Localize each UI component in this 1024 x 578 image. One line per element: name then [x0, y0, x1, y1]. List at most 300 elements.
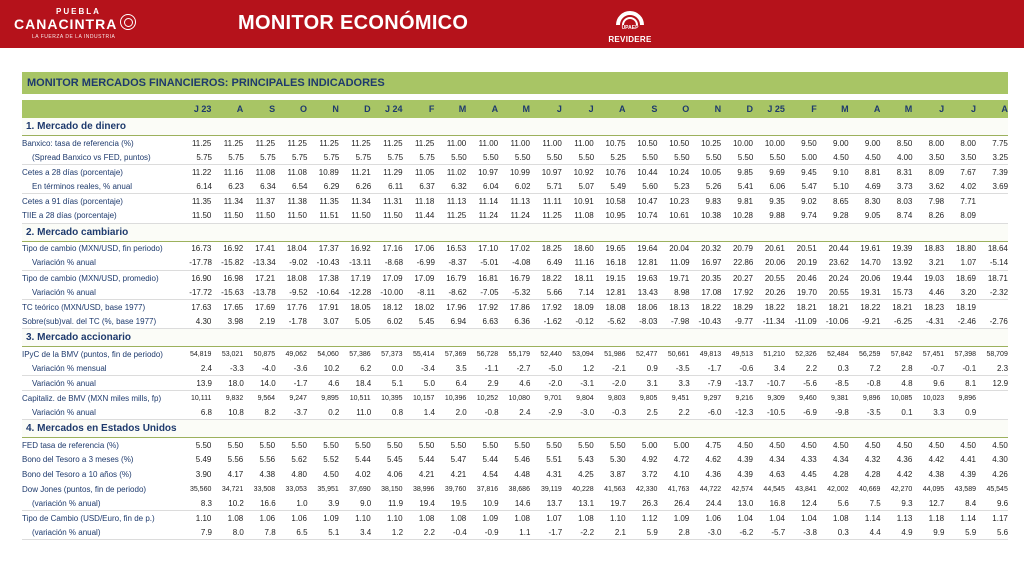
- table-cell: 4.6: [328, 378, 340, 388]
- table-cell: -6.25: [894, 316, 913, 326]
- table-cell: 6.29: [323, 182, 340, 192]
- table-cell: 4.34: [832, 455, 849, 465]
- table-cell: 18.04: [286, 244, 307, 254]
- table-cell: 53,094: [572, 350, 594, 358]
- row-label: Capitaliz. de BMV (MXN miles mills, fp): [22, 393, 162, 403]
- table-cell: 4.48: [514, 470, 530, 480]
- table-cell: 8.00: [928, 138, 945, 148]
- table-cell: -3.0: [707, 527, 722, 537]
- table-cell: 19.39: [892, 244, 913, 254]
- month-header: S: [651, 104, 658, 114]
- table-cell: 10.58: [605, 197, 626, 207]
- month-header: J 23: [193, 104, 212, 114]
- table-cell: -8.37: [448, 258, 467, 268]
- table-cell: 1.14: [960, 513, 976, 523]
- table-cell: 5.50: [227, 440, 244, 450]
- table-cell: -3.4: [421, 364, 435, 374]
- table-cell: 4.62: [705, 455, 722, 465]
- table-cell: 11.25: [319, 138, 339, 148]
- table-cell: 20.44: [828, 244, 849, 254]
- row-label: IPyC de la BMV (puntos, fin de periodo): [22, 349, 163, 359]
- table-cell: 8.1: [965, 378, 977, 388]
- table-cell: 5.05: [355, 316, 371, 326]
- table-cell: 11.22: [191, 167, 212, 177]
- section-title: 3. Mercado accionario: [22, 329, 1008, 347]
- table-cell: 10.25: [701, 138, 722, 148]
- table-cell: 5.50: [259, 440, 276, 450]
- table-cell: 16.79: [446, 273, 467, 283]
- table-cell: 5.43: [578, 455, 594, 465]
- table-cell: 18.08: [605, 302, 626, 312]
- table-cell: -3.6: [293, 364, 308, 374]
- month-header: M: [841, 104, 849, 114]
- table-cell: -8.62: [448, 287, 467, 297]
- table-cell: 5.50: [291, 440, 307, 450]
- table-cell: 11.25: [414, 138, 435, 148]
- table-cell: 8.2: [264, 407, 276, 417]
- table-cell: 20.27: [732, 273, 753, 283]
- table-cell: 20.79: [732, 244, 753, 254]
- table-cell: 12.4: [801, 498, 818, 508]
- table-cell: 9,309: [767, 394, 785, 402]
- table-cell: -2.2: [580, 527, 595, 537]
- table-cell: 4.39: [737, 470, 753, 480]
- table-cell: 10.8: [228, 407, 244, 417]
- table-cell: 6.34: [260, 182, 276, 192]
- table-cell: 4.33: [801, 455, 817, 465]
- table-cell: 5.9: [965, 527, 977, 537]
- table-cell: 17.92: [541, 302, 562, 312]
- table-cell: 11.00: [542, 138, 562, 148]
- table-cell: 4.50: [323, 470, 339, 480]
- table-row: [22, 180, 1008, 195]
- table-cell: 3.1: [646, 378, 658, 388]
- table-cell: 7.75: [992, 138, 1008, 148]
- table-row: [22, 482, 1008, 497]
- table-cell: -7.9: [707, 378, 722, 388]
- table-cell: 5.44: [418, 455, 435, 465]
- table-cell: 0.1: [901, 407, 913, 417]
- table-cell: 9,451: [671, 394, 690, 402]
- table-cell: -4.08: [512, 258, 531, 268]
- table-cell: 4.50: [737, 440, 753, 450]
- table-cell: 9,804: [576, 394, 594, 402]
- table-cell: 3.73: [896, 182, 913, 192]
- table-cell: 9,460: [799, 394, 817, 402]
- table-row: [22, 209, 1008, 224]
- table-cell: 11.50: [383, 211, 403, 221]
- canacintra-logo: [14, 6, 138, 42]
- table-cell: 18.22: [541, 273, 562, 283]
- table-cell: 10.00: [764, 138, 785, 148]
- table-cell: -6.0: [707, 407, 722, 417]
- table-cell: 6.06: [769, 182, 786, 192]
- row-label: Tipo de cambio (MXN/USD, promedio): [22, 273, 159, 283]
- table-cell: 7.39: [992, 167, 1008, 177]
- row-label: Bono del Tesoro a 3 meses (%): [22, 455, 134, 465]
- table-cell: 5.50: [418, 440, 435, 450]
- table-cell: 17.96: [446, 302, 467, 312]
- table-cell: 43,589: [954, 485, 976, 493]
- table-cell: 9.10: [832, 167, 849, 177]
- table-cell: 17.08: [701, 287, 722, 297]
- table-cell: 5.45: [418, 316, 435, 326]
- table-cell: 9,247: [289, 394, 307, 402]
- table-cell: 8.98: [674, 287, 690, 297]
- table-cell: 6.54: [291, 182, 308, 192]
- table-cell: 5.50: [609, 440, 626, 450]
- table-cell: 4.02: [960, 182, 977, 192]
- table-cell: 39,119: [540, 485, 562, 493]
- table-cell: 16.92: [350, 244, 371, 254]
- table-cell: 18.22: [764, 302, 785, 312]
- table-cell: 11.9: [388, 498, 404, 508]
- table-cell: 3.62: [928, 182, 945, 192]
- table-cell: 9,896: [958, 394, 976, 402]
- table-cell: -8.68: [384, 258, 404, 268]
- page-header: [0, 0, 1024, 48]
- table-cell: 50,875: [253, 350, 276, 358]
- table-cell: 19.65: [605, 244, 626, 254]
- table-cell: 19.61: [860, 244, 881, 254]
- table-cell: 49,513: [731, 350, 753, 358]
- table-cell: 9.74: [801, 211, 817, 221]
- table-cell: 18.12: [382, 302, 403, 312]
- table-cell: 17.38: [318, 273, 339, 283]
- table-cell: 18.0: [228, 378, 244, 388]
- logo-tagline: LA FUERZA DE LA INDUSTRIA: [32, 34, 116, 40]
- table-cell: 17.92: [478, 302, 499, 312]
- table-cell: 5.1: [328, 527, 340, 537]
- table-cell: 1.10: [195, 513, 212, 523]
- table-cell: 18.05: [350, 302, 371, 312]
- table-row: [22, 526, 1008, 541]
- table-cell: -9.52: [289, 287, 308, 297]
- table-cell: 4.54: [482, 470, 499, 480]
- table-cell: 11.51: [319, 211, 339, 221]
- table-cell: 10.00: [732, 138, 753, 148]
- table-cell: 5.6: [837, 498, 849, 508]
- table-cell: 11.13: [446, 197, 467, 207]
- table-cell: 9.00: [832, 138, 849, 148]
- table-cell: 9,297: [703, 394, 722, 402]
- table-cell: 1.06: [259, 513, 276, 523]
- table-cell: 5.51: [546, 455, 562, 465]
- table-cell: 5.00: [673, 440, 690, 450]
- table-cell: 5.62: [291, 455, 307, 465]
- table-cell: 11.25: [446, 211, 467, 221]
- table-cell: 17.21: [255, 273, 276, 283]
- table-cell: 1.08: [227, 513, 244, 523]
- table-cell: -2.0: [612, 378, 626, 388]
- table-cell: 10.50: [669, 138, 690, 148]
- table-cell: -4.0: [261, 364, 276, 374]
- table-cell: 11.24: [510, 211, 530, 221]
- table-cell: -17.72: [189, 287, 212, 297]
- table-cell: 26.4: [674, 498, 690, 508]
- table-cell: 5.75: [260, 152, 276, 162]
- table-cell: 18.21: [892, 302, 913, 312]
- table-cell: 11.08: [574, 211, 594, 221]
- table-cell: 16.79: [509, 273, 530, 283]
- table-cell: 19.63: [637, 273, 658, 283]
- table-cell: 19.71: [669, 273, 690, 283]
- table-cell: 11.25: [191, 138, 212, 148]
- table-cell: 13.0: [737, 498, 754, 508]
- table-cell: 4.50: [865, 152, 881, 162]
- table-cell: 0.3: [837, 527, 849, 537]
- table-cell: 4.21: [450, 470, 467, 480]
- table-cell: 8.74: [896, 211, 913, 221]
- table-cell: 2.2: [805, 364, 818, 374]
- table-cell: -11.34: [762, 316, 785, 326]
- table-row: [22, 315, 1008, 330]
- table-cell: -1.7: [293, 378, 308, 388]
- table-cell: -3.5: [866, 407, 881, 417]
- table-cell: -10.00: [380, 287, 404, 297]
- table-cell: -0.12: [575, 316, 594, 326]
- table-cell: 5.52: [323, 455, 339, 465]
- table-cell: 10.50: [637, 138, 658, 148]
- table-cell: 15.73: [892, 287, 913, 297]
- table-cell: 5.49: [610, 182, 626, 192]
- table-cell: -0.9: [484, 527, 499, 537]
- table-cell: 8.3: [200, 498, 212, 508]
- month-header: M: [458, 104, 467, 114]
- table-cell: 11.29: [383, 167, 403, 177]
- table-cell: 34,721: [221, 485, 244, 493]
- table-cell: -3.3: [230, 364, 244, 374]
- table-cell: 11.05: [414, 167, 435, 177]
- table-cell: 11.35: [191, 197, 212, 207]
- month-header: F: [428, 104, 435, 114]
- table-cell: 17.09: [382, 273, 403, 283]
- table-row: [22, 453, 1008, 468]
- table-cell: 9,701: [544, 394, 562, 402]
- table-cell: 2.4: [519, 407, 531, 417]
- table-cell: 0.9: [965, 407, 977, 417]
- table-cell: 52,326: [795, 350, 817, 358]
- table-cell: -12.3: [735, 407, 754, 417]
- table-cell: 18.06: [637, 302, 658, 312]
- table-cell: -2.7: [516, 364, 531, 374]
- table-cell: 10.2: [323, 364, 340, 374]
- row-label: (variación % anual): [32, 498, 101, 508]
- month-header: D: [364, 104, 371, 114]
- table-cell: 18.09: [573, 302, 594, 312]
- table-cell: 1.08: [578, 513, 594, 523]
- table-cell: 6.94: [450, 316, 467, 326]
- table-cell: -2.76: [989, 316, 1008, 326]
- table-cell: 44,545: [763, 485, 785, 493]
- table-cell: 43,841: [795, 485, 817, 493]
- table-cell: 4.17: [227, 470, 244, 480]
- table-cell: 8.26: [928, 211, 945, 221]
- table-cell: 4.4: [869, 527, 881, 537]
- table-cell: 19.4: [419, 498, 435, 508]
- table-cell: 8.00: [960, 138, 976, 148]
- table-cell: -6.2: [739, 527, 754, 537]
- table-cell: 1.10: [386, 513, 403, 523]
- table-cell: 10,511: [349, 394, 371, 402]
- row-label: Banxico: tasa de referencia (%): [22, 138, 134, 148]
- table-cell: 5.50: [642, 152, 658, 162]
- table-cell: 10.61: [669, 211, 690, 221]
- table-cell: 4.46: [928, 287, 945, 297]
- table-cell: -0.3: [612, 407, 626, 417]
- table-cell: -15.82: [221, 258, 244, 268]
- table-cell: 7.14: [578, 287, 595, 297]
- table-cell: 8.09: [928, 167, 945, 177]
- table-cell: 5.75: [419, 152, 435, 162]
- table-cell: 5.50: [323, 440, 339, 450]
- table-cell: 3.98: [227, 316, 244, 326]
- table-cell: 10.92: [573, 167, 594, 177]
- table-cell: 1.17: [992, 513, 1008, 523]
- table-cell: 4.02: [355, 470, 371, 480]
- table-cell: 17.76: [286, 302, 307, 312]
- table-cell: 20.06: [765, 258, 786, 268]
- row-label: Sobre(sub)val. del TC (%, base 1977): [22, 316, 157, 326]
- table-cell: 5.50: [578, 152, 595, 162]
- table-cell: 4.80: [291, 470, 307, 480]
- table-cell: -13.34: [252, 258, 276, 268]
- table-cell: 11.35: [319, 197, 339, 207]
- table-cell: 5.50: [355, 440, 371, 450]
- revidere-logo: [600, 3, 660, 47]
- table-cell: 1.1: [519, 527, 531, 537]
- table-cell: -9.21: [862, 316, 881, 326]
- table-cell: 7.9: [200, 527, 212, 537]
- table-cell: 13.92: [892, 258, 913, 268]
- table-cell: 10,157: [412, 394, 435, 402]
- table-cell: 14.6: [514, 498, 531, 508]
- table-row: [22, 136, 1008, 151]
- table-cell: 11.09: [670, 258, 690, 268]
- table-cell: 16.73: [191, 244, 212, 254]
- table-cell: 5.50: [483, 152, 499, 162]
- table-cell: 4.39: [960, 470, 976, 480]
- table-cell: 3.50: [960, 152, 977, 162]
- table-cell: 53,021: [221, 350, 244, 358]
- table-cell: 5.9: [646, 527, 658, 537]
- table-cell: 11.25: [351, 138, 371, 148]
- table-cell: 9.35: [769, 197, 785, 207]
- table-cell: -10.5: [766, 407, 786, 417]
- table-cell: 16.90: [191, 273, 212, 283]
- table-cell: 8.30: [864, 197, 881, 207]
- table-cell: 10,023: [922, 394, 945, 402]
- table-cell: 9.81: [737, 197, 753, 207]
- table-cell: 52,484: [827, 350, 849, 358]
- logo-line-1: PUEBLA: [56, 7, 101, 16]
- table-cell: 9,895: [321, 394, 339, 402]
- table-cell: 11.00: [446, 138, 467, 148]
- seal-icon: [120, 14, 136, 30]
- table-cell: -1.78: [288, 316, 307, 326]
- table-cell: 10.47: [637, 197, 658, 207]
- table-cell: 5.75: [228, 152, 244, 162]
- table-cell: 19.7: [610, 498, 626, 508]
- table-cell: 7.8: [264, 527, 276, 537]
- table-cell: 4.72: [673, 455, 690, 465]
- table-cell: 2.2: [423, 527, 435, 537]
- table-cell: 4.50: [832, 440, 849, 450]
- month-header: J: [556, 104, 562, 114]
- table-cell: 1.08: [832, 513, 849, 523]
- table-cell: 6.26: [355, 182, 372, 192]
- table-row: [22, 300, 1008, 315]
- table-cell: 11.34: [351, 197, 371, 207]
- table-cell: 9.6: [996, 498, 1009, 508]
- table-cell: 4.25: [578, 470, 594, 480]
- table-cell: 2.4: [200, 364, 212, 374]
- table-row: [22, 467, 1008, 482]
- table-cell: 2.19: [259, 316, 276, 326]
- table-cell: 33,053: [285, 485, 307, 493]
- table-cell: 10,080: [508, 394, 530, 402]
- table-cell: 2.1: [614, 527, 626, 537]
- table-cell: -9.02: [289, 258, 308, 268]
- table-cell: 3.87: [609, 470, 626, 480]
- table-cell: 4.28: [864, 470, 881, 480]
- table-cell: 3.5: [455, 364, 467, 374]
- table-cell: 11.18: [414, 197, 435, 207]
- months-header-row: [22, 100, 1008, 118]
- table-cell: 4.28: [832, 470, 849, 480]
- table-cell: 3.72: [641, 470, 658, 480]
- panel-title: MONITOR MERCADOS FINANCIEROS: PRINCIPALES INDICADORES: [22, 72, 1008, 94]
- table-cell: 19.31: [860, 287, 881, 297]
- table-cell: 4.92: [641, 455, 658, 465]
- table-cell: 5.50: [546, 152, 563, 162]
- table-cell: 12.9: [992, 378, 1009, 388]
- table-cell: 5.49: [195, 455, 212, 465]
- table-cell: 9.00: [864, 138, 881, 148]
- table-cell: 9,803: [608, 394, 626, 402]
- table-cell: -3.7: [293, 407, 308, 417]
- table-cell: -8.5: [835, 378, 849, 388]
- table-cell: 10.89: [318, 167, 339, 177]
- table-cell: 13.9: [196, 378, 212, 388]
- table-cell: 11.00: [574, 138, 594, 148]
- table-cell: 16.18: [605, 258, 626, 268]
- table-cell: 23.62: [828, 258, 849, 268]
- table-row: [22, 285, 1008, 300]
- table-cell: -0.8: [484, 407, 499, 417]
- table-cell: 11.50: [287, 211, 307, 221]
- table-cell: 20.61: [764, 244, 785, 254]
- table-cell: 49,813: [699, 350, 722, 358]
- table-cell: 19.15: [605, 273, 626, 283]
- table-cell: 16.81: [478, 273, 499, 283]
- table-cell: 16.8: [769, 498, 786, 508]
- table-cell: 5.41: [737, 182, 754, 192]
- table-cell: 18.69: [955, 273, 976, 283]
- table-cell: 1.14: [864, 513, 881, 523]
- table-cell: 56,728: [476, 350, 499, 358]
- table-cell: -8.03: [639, 316, 658, 326]
- month-header: J 24: [385, 104, 403, 114]
- table-cell: 19.70: [796, 287, 818, 297]
- table-cell: 18.11: [574, 273, 594, 283]
- table-cell: 4.26: [992, 470, 1008, 480]
- table-cell: 9.83: [705, 197, 722, 207]
- table-cell: -5.62: [607, 316, 626, 326]
- table-cell: 44,722: [699, 485, 722, 493]
- table-cell: 41,563: [604, 485, 626, 493]
- table-cell: 0.8: [391, 407, 404, 417]
